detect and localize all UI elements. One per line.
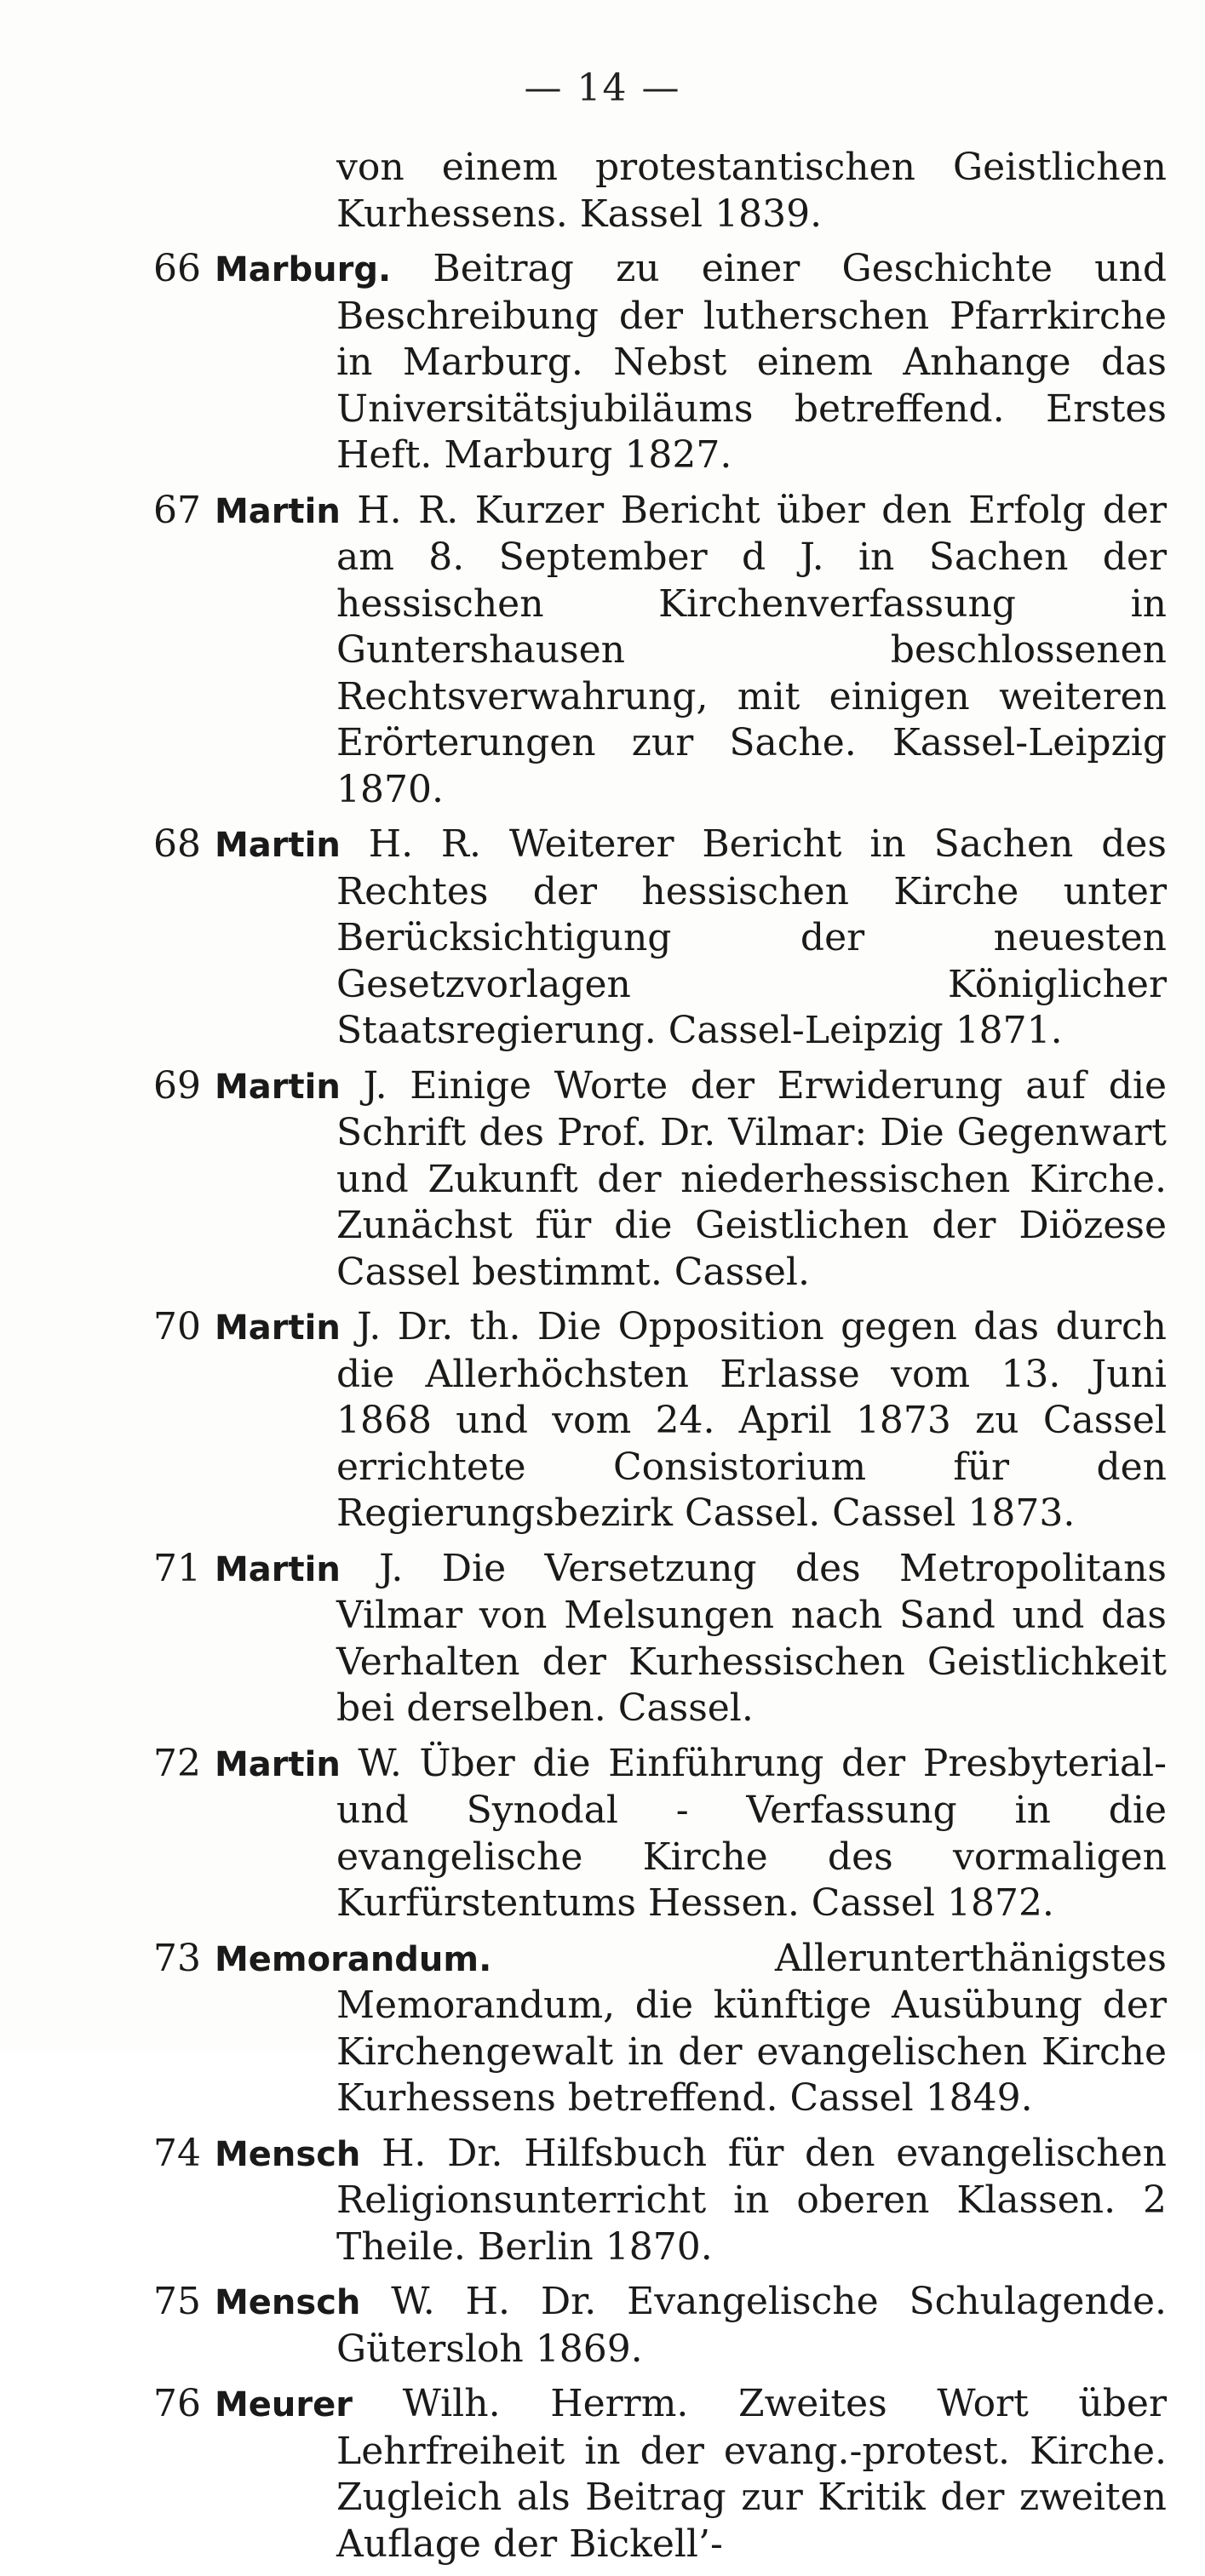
entry-author: Martin [215, 1308, 341, 1348]
entry-text: Allerunterthänigstes Memorandum, die künftige Ausübung der Kirchengewalt in der evangelischen Kirche Kurhessens betreffend. Cassel 1849. [336, 1936, 1167, 2120]
entry-text: H. R. Kurzer Bericht über den Erfolg der am 8. September d J. in Sachen der hessischen Kirchenverfassung in Guntershausen beschlossenen Rechtsverwahrung, mit einigen weiteren Erörterungen zur Sache. Kassel-Leipzig 1870. [336, 488, 1167, 811]
list-item [153, 1304, 1167, 1537]
page-number: — 14 — [524, 66, 681, 110]
entry-author: Meurer [215, 2385, 353, 2424]
list-item [153, 2381, 1167, 2567]
entry-text: W. H. Dr. Evangelische Schulagende. Gütersloh 1869. [336, 2280, 1167, 2371]
entry-number: 70 [153, 1305, 201, 1348]
entry-text: H. Dr. Hilfsbuch für den evangelischen Religionsunterricht in oberen Klassen. 2 Theile. Berlin 1870. [336, 2131, 1167, 2269]
list-item [153, 1546, 1167, 1732]
entry-number: 72 [153, 1741, 201, 1785]
entry-text: von einem protestantischen Geistlichen Kurhessens. Kassel 1839. [336, 146, 1167, 236]
entry-number: 71 [153, 1546, 201, 1590]
entry-author: Martin [215, 1549, 341, 1589]
entry-text: J. Einige Worte der Erwiderung auf die Schrift des Prof. Dr. Vilmar: Die Gegenwart und Zukunft der niederhessischen Kirche. Zunächst für die Geistlichen der Diözese Cassel bestimmt. Cassel. [336, 1063, 1167, 1294]
entry-number: 73 [153, 1936, 201, 1980]
entry-number: 69 [153, 1063, 201, 1108]
entry-author: Martin [215, 826, 341, 865]
entry-number: 67 [153, 488, 201, 532]
entry-author: Mensch [215, 2283, 361, 2322]
list-item [153, 1741, 1167, 1927]
entry-number: 68 [153, 822, 201, 866]
entry-author: Marburg. [215, 250, 392, 289]
entry-author: Memorandum. [215, 1939, 492, 1979]
list-item [153, 1063, 1167, 1297]
entry-text: W. Über die Einführung der Presbyterial- und Synodal - Verfassung in die evangelische Kirche des vormaligen Kurfürstentums Hessen. Cassel 1872. [336, 1741, 1167, 1925]
list-item [153, 2131, 1167, 2271]
entry-text: J. Dr. th. Die Opposition gegen das durch die Allerhöchsten Erlasse vom 13. Juni 1868 und vom 24. April 1873 zu Cassel errichtete Consistorium für den Regierungsbezirk Cassel. Cassel 1873. [336, 1305, 1167, 1535]
entry-text: H. R. Weiterer Bericht in Sachen des Rechtes der hessischen Kirche unter Berücksichtigung der neuesten Gesetzvorlagen Königlicher Staatsregierung. Cassel-Leipzig 1871. [336, 822, 1167, 1052]
list-item [153, 488, 1167, 814]
entry-text: Wilh. Herrm. Zweites Wort über Lehrfreiheit in der evang.-protest. Kirche. Zugleich als Beitrag zur Kritik der zweiten Auflage der Bickell’- [336, 2382, 1167, 2566]
entry-author: Martin [215, 1744, 341, 1784]
entry-number: 66 [153, 247, 201, 290]
entry-author: Martin [215, 491, 341, 531]
entry-text: J. Die Versetzung des Metropolitans Vilmar von Melsungen nach Sand und das Verhalten der Kurhessischen Geistlichkeit bei derselben. Cassel. [336, 1546, 1167, 1730]
list-item [153, 2279, 1167, 2373]
entry-number: 76 [153, 2382, 201, 2425]
list-item [153, 821, 1167, 1055]
entry-text: Beitrag zu einer Geschichte und Beschreibung der lutherschen Pfarrkirche in Marburg. Nebst einem Anhange das Universitätsjubiläums betreffend. Erstes Heft. Marburg 1827. [336, 247, 1167, 477]
entry-number: 75 [153, 2280, 201, 2323]
entry-author: Mensch [215, 2134, 361, 2174]
list-item [153, 1936, 1167, 2122]
entry-number: 74 [153, 2131, 201, 2175]
entry-author: Martin [215, 1067, 341, 1107]
list-item [153, 145, 1167, 238]
list-item [153, 246, 1167, 479]
bibliography-list [153, 145, 1167, 2576]
